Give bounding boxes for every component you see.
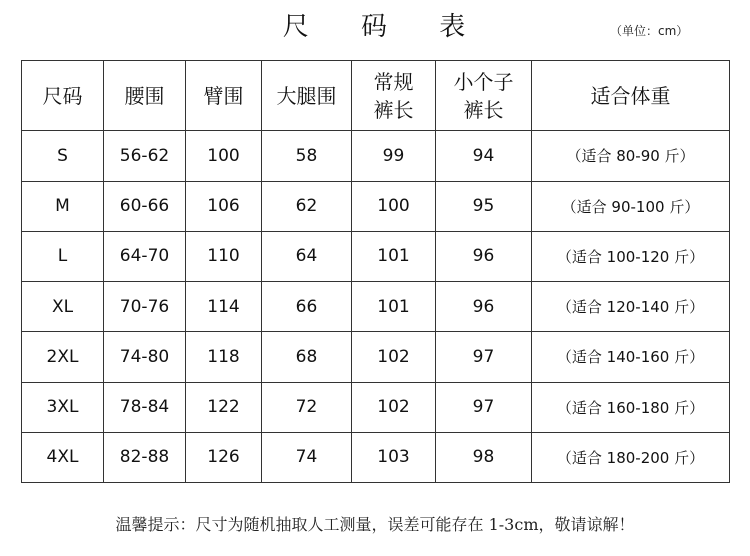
size-table: [21, 60, 730, 483]
cell-weight: （适合 80-90 斤）: [532, 131, 730, 181]
header-regular-length: 常规 裤长: [352, 61, 436, 131]
table-row: [22, 181, 730, 231]
cell-waist: 64-70: [104, 231, 186, 281]
cell-arm: 122: [186, 382, 262, 432]
cell-waist: 70-76: [104, 282, 186, 332]
cell-thigh: 58: [262, 131, 352, 181]
cell-weight: （适合 180-200 斤）: [532, 432, 730, 482]
cell-size: 2XL: [22, 332, 104, 382]
cell-petite-length: 97: [436, 332, 532, 382]
cell-petite-length: 95: [436, 181, 532, 231]
table-row: [22, 131, 730, 181]
cell-arm: 106: [186, 181, 262, 231]
cell-petite-length: 96: [436, 231, 532, 281]
cell-waist: 82-88: [104, 432, 186, 482]
unit-label: （单位：cm）: [610, 24, 689, 38]
cell-regular-length: 103: [352, 432, 436, 482]
cell-weight: （适合 100-120 斤）: [532, 231, 730, 281]
cell-regular-length: 100: [352, 181, 436, 231]
cell-thigh: 66: [262, 282, 352, 332]
table-row: [22, 231, 730, 281]
cell-weight: （适合 90-100 斤）: [532, 181, 730, 231]
cell-weight: （适合 160-180 斤）: [532, 382, 730, 432]
cell-weight: （适合 120-140 斤）: [532, 282, 730, 332]
header-petite-length: 小个子 裤长: [436, 61, 532, 131]
cell-size: XL: [22, 282, 104, 332]
cell-thigh: 74: [262, 432, 352, 482]
cell-petite-length: 98: [436, 432, 532, 482]
header-arm: 臂围: [186, 61, 262, 131]
cell-arm: 126: [186, 432, 262, 482]
cell-size: L: [22, 231, 104, 281]
cell-thigh: 68: [262, 332, 352, 382]
header-size: 尺码: [22, 61, 104, 131]
cell-regular-length: 102: [352, 332, 436, 382]
cell-arm: 114: [186, 282, 262, 332]
table-row: [22, 382, 730, 432]
cell-waist: 60-66: [104, 181, 186, 231]
cell-arm: 110: [186, 231, 262, 281]
cell-petite-length: 97: [436, 382, 532, 432]
header-waist: 腰围: [104, 61, 186, 131]
table-row: [22, 332, 730, 382]
cell-regular-length: 102: [352, 382, 436, 432]
cell-regular-length: 99: [352, 131, 436, 181]
cell-size: 4XL: [22, 432, 104, 482]
header-thigh: 大腿围: [262, 61, 352, 131]
header-weight: 适合体重: [532, 61, 730, 131]
cell-thigh: 64: [262, 231, 352, 281]
cell-waist: 56-62: [104, 131, 186, 181]
cell-waist: 78-84: [104, 382, 186, 432]
cell-arm: 100: [186, 131, 262, 181]
cell-waist: 74-80: [104, 332, 186, 382]
cell-arm: 118: [186, 332, 262, 382]
cell-petite-length: 96: [436, 282, 532, 332]
cell-thigh: 72: [262, 382, 352, 432]
cell-size: M: [22, 181, 104, 231]
page-title: 尺 码 表: [282, 12, 488, 42]
cell-thigh: 62: [262, 181, 352, 231]
cell-weight: （适合 140-160 斤）: [532, 332, 730, 382]
cell-size: S: [22, 131, 104, 181]
cell-size: 3XL: [22, 382, 104, 432]
cell-regular-length: 101: [352, 282, 436, 332]
table-body: [22, 131, 730, 483]
table-row: [22, 432, 730, 482]
cell-regular-length: 101: [352, 231, 436, 281]
footer-note: 温馨提示：尺寸为随机抽取人工测量，误差可能存在 1-3cm，敬请谅解！: [115, 515, 635, 534]
cell-petite-length: 94: [436, 131, 532, 181]
header-row: [22, 61, 730, 131]
table-row: [22, 282, 730, 332]
